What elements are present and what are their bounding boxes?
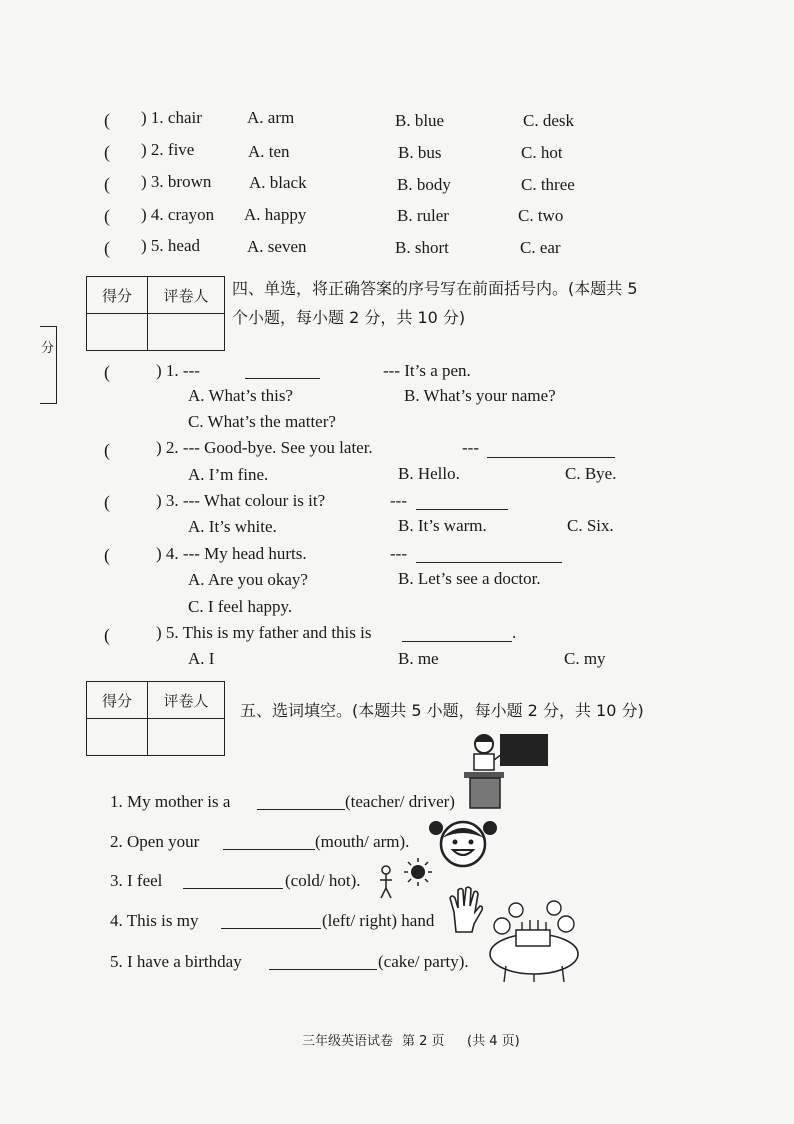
question-word: ) 3. brown — [141, 172, 212, 191]
answer-blank[interactable] — [221, 927, 321, 929]
option-c: C. my — [564, 649, 606, 668]
option-b: B. What’s your name? — [404, 386, 556, 405]
option-a: A. What’s this? — [188, 386, 293, 405]
question-stem: ) 3. --- What colour is it? — [156, 491, 326, 510]
question-word: ) 4. crayon — [141, 205, 215, 224]
option-a: A. Are you okay? — [188, 570, 308, 589]
question-stem: ) 1. --- — [156, 361, 200, 380]
footer-subject: 三年级英语试卷 — [302, 1034, 394, 1049]
option-c: C. two — [518, 206, 564, 225]
word-choices: (teacher/ driver) — [345, 792, 455, 811]
answer-blank[interactable] — [487, 456, 615, 458]
option-b: B. Let’s see a doctor. — [398, 569, 541, 588]
question-stem: ) 5. This is my father and this is — [156, 623, 372, 642]
option-c: C. What’s the matter? — [188, 412, 336, 431]
answer-blank[interactable] — [183, 887, 283, 889]
answer-blank[interactable] — [245, 377, 320, 379]
option-c: C. desk — [523, 111, 574, 130]
score-label: 得分 — [87, 682, 148, 719]
option-c: C. Six. — [567, 516, 614, 535]
question-reply: --- It’s a pen. — [383, 361, 471, 380]
option-a: A. arm — [247, 108, 295, 127]
answer-paren[interactable]: ( — [104, 492, 110, 512]
word-choices: (cold/ hot). — [285, 871, 361, 890]
footer-total-pages: (共 4 页) — [467, 1034, 520, 1049]
grader-cell[interactable] — [148, 719, 225, 756]
word-choices: (left/ right) hand — [322, 911, 435, 930]
option-c: C. I feel happy. — [188, 597, 293, 616]
option-c: C. three — [521, 175, 575, 194]
option-b: B. Hello. — [398, 464, 460, 483]
fill-prompt: 3. I feel — [110, 871, 163, 890]
option-a: A. ten — [248, 142, 290, 161]
answer-paren[interactable]: ( — [104, 142, 110, 162]
option-c: C. Bye. — [565, 464, 617, 483]
answer-paren[interactable]: ( — [104, 110, 110, 130]
answer-blank[interactable] — [269, 968, 377, 970]
score-box — [86, 681, 225, 756]
option-b: B. blue — [395, 111, 445, 130]
answer-blank[interactable] — [402, 640, 512, 642]
section-heading: 五、选词填空。(本题共 5 小题，每小题 2 分，共 10 分) — [240, 701, 644, 720]
option-b: B. me — [398, 649, 439, 668]
side-score-mark — [40, 326, 57, 404]
word-choices: (mouth/ arm). — [315, 832, 410, 851]
footer-page-number: 第 2 页 — [402, 1034, 445, 1049]
question-word: ) 2. five — [141, 140, 195, 159]
answer-paren[interactable]: ( — [104, 174, 110, 194]
option-b: B. ruler — [397, 206, 449, 225]
question-reply: --- — [462, 438, 479, 457]
fill-prompt: 5. I have a birthday — [110, 952, 242, 971]
answer-paren[interactable]: ( — [104, 362, 110, 382]
hot-sun-illustration — [372, 856, 442, 906]
teacher-illustration — [462, 730, 552, 812]
question-stem: ) 4. --- My head hurts. — [156, 544, 307, 563]
section-heading: 四、单选，将正确答案的序号写在前面括号内。(本题共 5 — [232, 279, 638, 298]
option-a: A. It’s white. — [188, 517, 277, 536]
question-word: ) 1. chair — [141, 108, 202, 127]
answer-blank[interactable] — [223, 848, 315, 850]
answer-paren[interactable]: ( — [104, 545, 110, 565]
score-box — [86, 276, 225, 351]
option-a: A. I — [188, 649, 215, 668]
question-reply: --- — [390, 544, 407, 563]
answer-blank[interactable] — [416, 508, 508, 510]
answer-blank[interactable] — [416, 561, 562, 563]
grader-label: 评卷人 — [148, 682, 225, 719]
word-choices: (cake/ party). — [378, 952, 469, 971]
answer-blank[interactable] — [257, 808, 345, 810]
answer-paren[interactable]: ( — [104, 440, 110, 460]
option-a: A. black — [249, 173, 307, 192]
section-heading-cont: 个小题，每小题 2 分，共 10 分) — [232, 308, 466, 327]
option-b: B. It’s warm. — [398, 516, 487, 535]
answer-paren[interactable]: ( — [104, 625, 110, 645]
grader-cell[interactable] — [148, 314, 225, 351]
option-c: C. ear — [520, 238, 561, 257]
score-label: 得分 — [87, 277, 148, 314]
answer-paren[interactable]: ( — [104, 238, 110, 258]
option-b: B. short — [395, 238, 449, 257]
side-mark-label: 分 — [41, 341, 55, 356]
option-a: A. seven — [247, 237, 307, 256]
hand-illustration — [446, 884, 486, 936]
question-reply: --- — [390, 491, 407, 510]
fill-prompt: 4. This is my — [110, 911, 199, 930]
score-cell[interactable] — [87, 719, 148, 756]
option-b: B. body — [397, 175, 451, 194]
birthday-party-illustration — [486, 896, 582, 984]
option-a: A. I’m fine. — [188, 465, 269, 484]
answer-paren[interactable]: ( — [104, 206, 110, 226]
question-end: . — [512, 623, 517, 642]
fill-prompt: 2. Open your — [110, 832, 200, 851]
score-cell[interactable] — [87, 314, 148, 351]
option-a: A. happy — [244, 205, 307, 224]
option-c: C. hot — [521, 143, 563, 162]
question-stem: ) 2. --- Good-bye. See you later. — [156, 438, 373, 457]
question-word: ) 5. head — [141, 236, 201, 255]
fill-prompt: 1. My mother is a — [110, 792, 231, 811]
option-b: B. bus — [398, 143, 442, 162]
grader-label: 评卷人 — [148, 277, 225, 314]
